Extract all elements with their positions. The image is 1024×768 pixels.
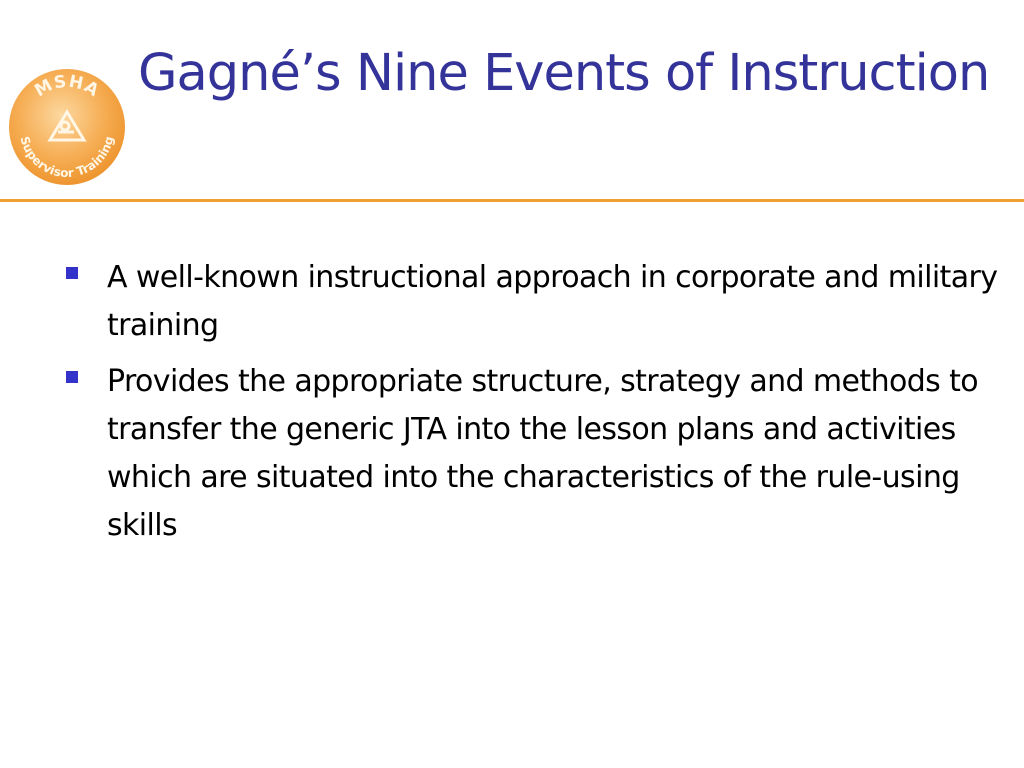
square-bullet-icon: [66, 371, 78, 383]
logo-top-text: MSHA: [31, 71, 104, 102]
square-bullet-icon: [66, 267, 78, 279]
bullet-text: A well-known instructional approach in corporate and military training: [107, 260, 998, 343]
bullet-item: [60, 254, 1000, 350]
mining-logo-icon: [8, 68, 126, 186]
bullet-list: [60, 254, 1000, 558]
bullet-text: Provides the appropriate structure, strategy and methods to transfer the generic JTA into the lesson plans and activities which are situated into the characteristics of the rule-using skills: [107, 364, 979, 543]
logo-bottom-text: Supervisor Training: [17, 134, 117, 181]
slide-title: Gagné’s Nine Events of Instruction: [138, 44, 990, 103]
bullet-item: [60, 358, 1000, 550]
msha-logo: [8, 68, 126, 186]
title-divider: [0, 199, 1024, 202]
